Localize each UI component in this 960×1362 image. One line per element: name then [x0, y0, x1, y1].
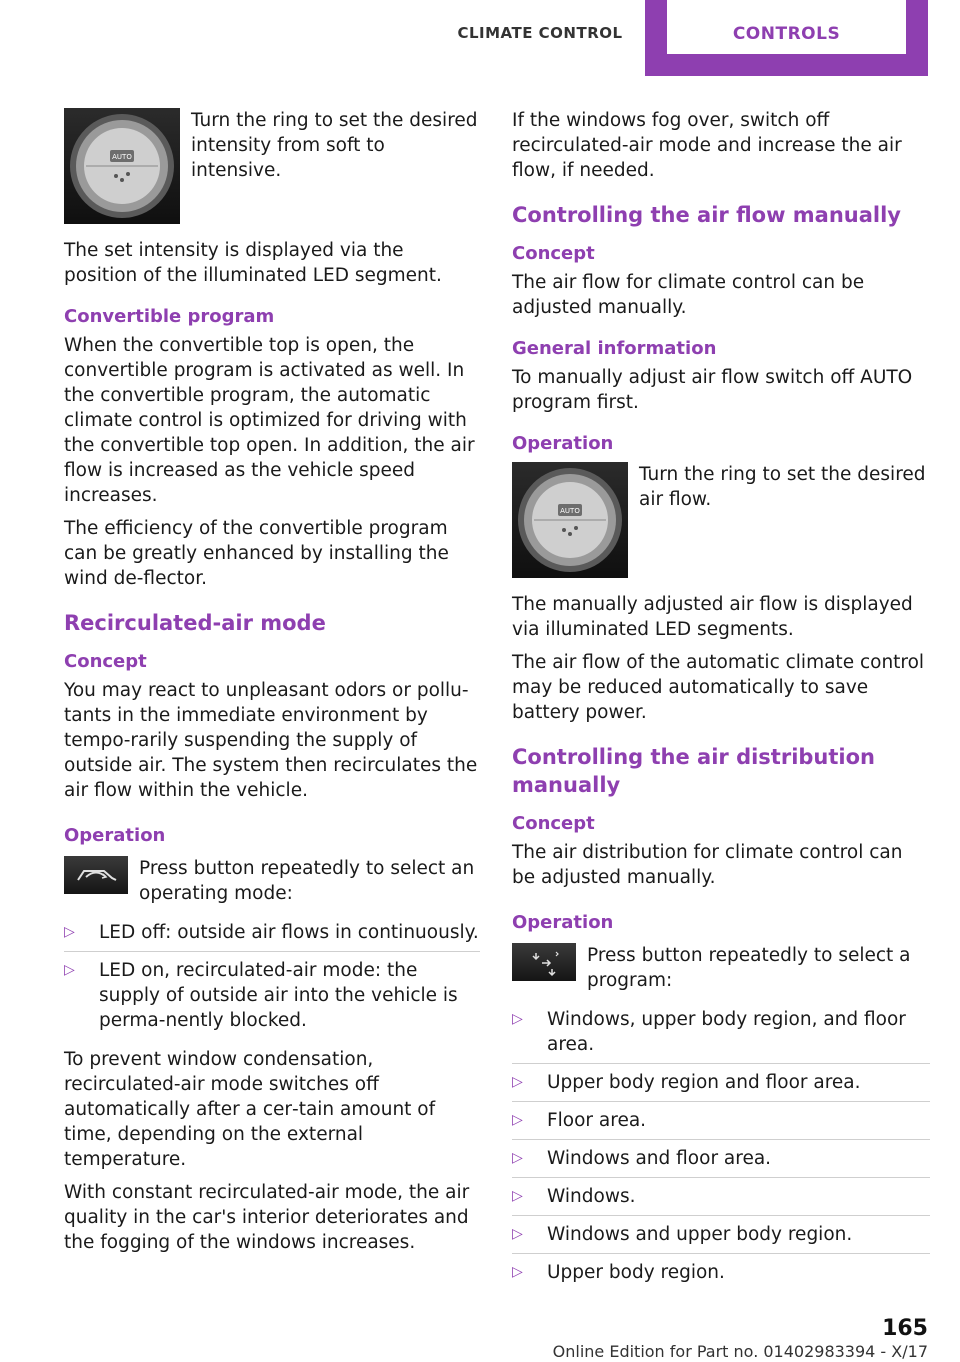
list-item: ▷ Windows. [512, 1184, 930, 1216]
intensity-caption: Turn the ring to set the desired intensity from soft to intensive. [191, 110, 478, 181]
condensation-paragraph: To prevent window condensation, recirculated-air mode switches off automatically after a cer‐tain amount of time, depending on the external temperature. [64, 1049, 436, 1170]
airflow-concept-paragraph: The air flow for climate control can be adjusted manually. [512, 272, 865, 318]
svg-text:AUTO: AUTO [560, 507, 580, 515]
recirc-concept-heading: Concept [64, 651, 147, 672]
intensity-figure [64, 108, 480, 224]
section-title: CLIMATE CONTROL [457, 24, 623, 42]
general-info-heading: General information [512, 338, 717, 359]
distribution-heading: Controlling the air distribution manually [512, 745, 875, 797]
climate-dial-icon [512, 462, 628, 578]
recirc-concept-paragraph: You may react to unpleasant odors or pollu‐tants in the immediate environment by tempo‐rarily suspending the supply of outside air. The system then recirculates the air flow within the vehicle. [64, 680, 478, 801]
distribution-program-list [512, 1007, 930, 1291]
intensity-paragraph: The set intensity is displayed via the position of the illuminated LED segment. [64, 240, 442, 286]
fog-paragraph: If the windows fog over, switch off recirculated-air mode and increase the air flow, if needed. [512, 110, 902, 181]
bullet-triangle-icon: ▷ [512, 1112, 523, 1128]
convertible-paragraph-2: The efficiency of the convertible program can be greatly enhanced by installing the wind de‐flector. [64, 518, 449, 589]
bullet-triangle-icon: ▷ [64, 962, 75, 978]
airflow-concept-heading: Concept [512, 243, 595, 264]
bullet-triangle-icon: ▷ [512, 1188, 523, 1204]
airflow-paragraph-2: The air flow of the automatic climate control may be reduced automatically to save battery power. [512, 652, 925, 723]
distribution-button-image [512, 943, 576, 981]
air-distribution-icon [512, 943, 576, 981]
airflow-operation-heading: Operation [512, 433, 614, 454]
airflow-heading: Controlling the air flow manually [512, 203, 901, 227]
recirc-button-figure [64, 856, 480, 906]
recirc-heading: Recirculated-air mode [64, 611, 326, 635]
chapter-tab-text: CONTROLS [732, 24, 841, 44]
list-item: ▷ Windows and upper body region. [512, 1222, 930, 1254]
recirc-operation-heading: Operation [64, 825, 166, 846]
list-item: ▷ Windows, upper body region, and floor area. [512, 1007, 930, 1064]
climate-dial-image [64, 108, 180, 224]
climate-dial-icon [64, 108, 180, 224]
distribution-button-figure [512, 943, 930, 993]
convertible-paragraph-1: When the convertible top is open, the convertible program is activated as well. In the convertible program, the automatic climate control is optimized for driving with the convertible top open. In addition, the air flow is increased as the vehicle speed increases. [64, 335, 475, 506]
list-item: ▷ LED on, recirculated-air mode: the supply of outside air into the vehicle is perma‐nently blocked. [64, 960, 458, 1031]
airflow-paragraph-1: The manually adjusted air flow is displayed via illuminated LED segments. [512, 594, 913, 640]
airflow-caption: Turn the ring to set the desired air flow. [639, 464, 926, 510]
recirc-button-image [64, 856, 128, 894]
distribution-concept-paragraph: The air distribution for climate control can be adjusted manually. [512, 842, 903, 888]
bullet-triangle-icon: ▷ [64, 924, 75, 940]
bullet-triangle-icon: ▷ [512, 1264, 523, 1280]
page-header [0, 0, 960, 80]
general-info-paragraph: To manually adjust air flow switch off AUTO program first. [512, 367, 913, 413]
recirculation-icon [64, 856, 128, 894]
list-item: ▷ Upper body region and floor area. [512, 1070, 930, 1102]
page-number: 165 [882, 1316, 928, 1341]
page-footer [553, 1316, 928, 1362]
recirc-button-caption: Press button repeatedly to select an operating mode: [139, 858, 475, 904]
edition-note: Online Edition for Part no. 01402983394 - X/17 [552, 1342, 928, 1361]
constant-recirc-paragraph: With constant recirculated-air mode, the air quality in the car's interior deteriorates and the fogging of the windows increases. [64, 1182, 470, 1253]
convertible-heading: Convertible program [64, 306, 275, 327]
list-item: ▷ Windows and floor area. [512, 1146, 930, 1178]
distribution-concept-heading: Concept [512, 813, 595, 834]
list-item: ▷ Upper body region. [512, 1262, 725, 1283]
chapter-tab-label [667, 0, 906, 54]
distribution-caption: Press button repeatedly to select a program: [587, 945, 911, 991]
right-column [512, 108, 930, 1299]
airflow-dial-image [512, 462, 628, 578]
left-column [64, 108, 480, 1263]
bullet-triangle-icon: ▷ [512, 1011, 523, 1027]
bullet-triangle-icon: ▷ [512, 1074, 523, 1090]
list-item: ▷ LED off: outside air flows in continuously. [64, 920, 480, 952]
bullet-triangle-icon: ▷ [512, 1150, 523, 1166]
bullet-triangle-icon: ▷ [512, 1226, 523, 1242]
distribution-operation-heading: Operation [512, 912, 614, 933]
list-item: ▷ Floor area. [512, 1108, 930, 1140]
chapter-tab [645, 0, 928, 76]
svg-text:AUTO: AUTO [112, 153, 132, 161]
airflow-figure [512, 462, 930, 578]
recirc-mode-list [64, 920, 480, 1039]
